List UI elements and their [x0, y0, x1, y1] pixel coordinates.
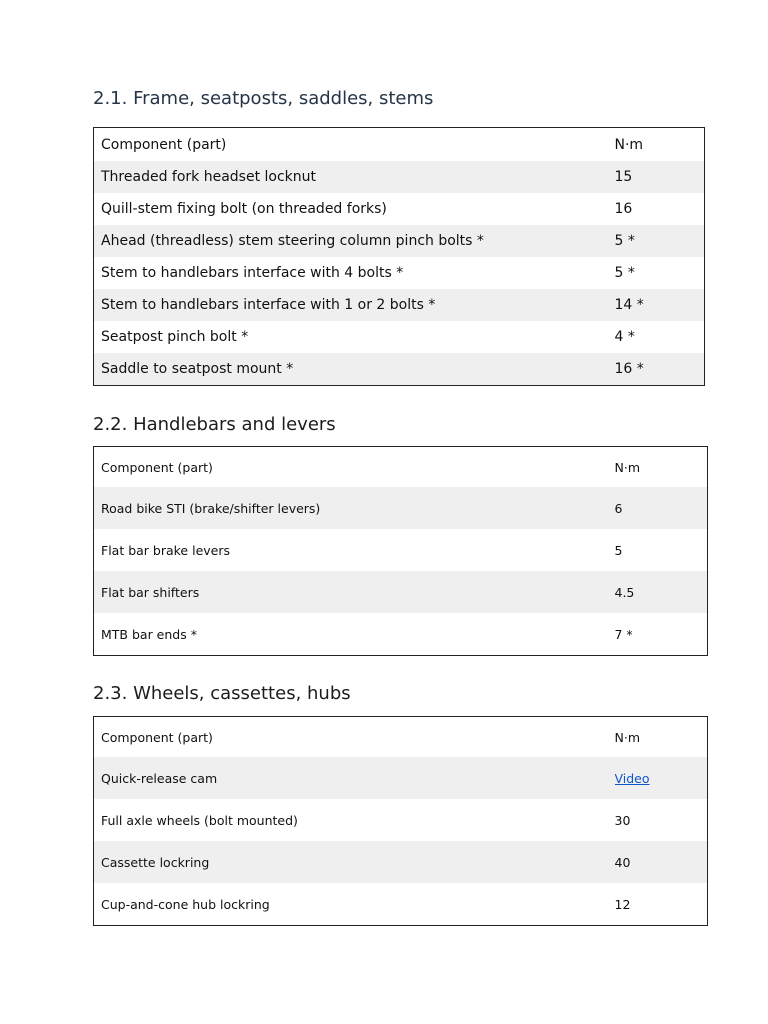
section-title-handlebars: 2.2. Handlebars and levers — [93, 414, 336, 435]
torque-value-cell: 30 — [614, 812, 631, 828]
torque-value-cell: 12 — [614, 896, 631, 912]
table-row — [94, 353, 705, 386]
table-row — [94, 289, 705, 321]
torque-table-frame — [93, 127, 705, 386]
column-header-component: Component (part) — [101, 459, 213, 475]
torque-table-handlebars — [93, 446, 708, 656]
column-header-torque: N·m — [614, 136, 644, 153]
column-header-component: Component (part) — [101, 136, 227, 153]
torque-value-cell: 7 * — [614, 626, 633, 642]
torque-value-cell: 5 * — [615, 225, 705, 257]
component-cell: Saddle to seatpost mount * — [94, 353, 615, 386]
table-row — [94, 883, 708, 926]
component-cell: Flat bar brake levers — [101, 542, 230, 558]
table-row — [94, 757, 708, 799]
torque-value-cell: 16 — [614, 201, 633, 217]
component-cell: Stem to handlebars interface with 1 or 2 bolts * — [94, 289, 615, 321]
torque-value-cell: 16 * — [615, 353, 705, 386]
section-title-frame: 2.1. Frame, seatposts, saddles, stems — [93, 88, 434, 109]
torque-value-cell — [615, 757, 708, 799]
table-row — [94, 225, 705, 257]
column-header-component: Component (part) — [101, 729, 213, 745]
table-header-row — [94, 447, 708, 488]
column-header-torque: N·m — [614, 459, 641, 475]
torque-value-cell: 5 — [614, 542, 623, 558]
table-row — [94, 841, 708, 883]
table-header-row — [94, 128, 705, 162]
component-cell: Stem to handlebars interface with 4 bolts * — [101, 265, 404, 281]
video-link[interactable]: Video — [614, 770, 650, 786]
component-cell: Road bike STI (brake/shifter levers) — [94, 487, 615, 529]
table-row — [94, 257, 705, 289]
component-cell: Full axle wheels (bolt mounted) — [101, 812, 298, 828]
component-cell: Cassette lockring — [94, 841, 615, 883]
table-row — [94, 799, 708, 841]
table-row — [94, 487, 708, 529]
torque-value-cell: 4 * — [614, 329, 635, 345]
table-row — [94, 193, 705, 225]
column-header-torque: N·m — [614, 729, 641, 745]
component-cell: Flat bar shifters — [94, 571, 615, 613]
table-header-row — [94, 717, 708, 758]
table-row — [94, 321, 705, 353]
table-row — [94, 571, 708, 613]
component-cell: Ahead (threadless) stem steering column pinch bolts * — [94, 225, 615, 257]
component-cell: MTB bar ends * — [101, 626, 197, 642]
torque-value-cell: 15 — [615, 161, 705, 193]
component-cell: Quill-stem fixing bolt (on threaded forks) — [101, 201, 387, 217]
torque-value-cell: 40 — [615, 841, 708, 883]
component-cell: Threaded fork headset locknut — [94, 161, 615, 193]
table-row — [94, 529, 708, 571]
torque-value-cell: 6 — [615, 487, 708, 529]
table-row — [94, 613, 708, 656]
component-cell: Cup-and-cone hub lockring — [101, 896, 270, 912]
table-row — [94, 161, 705, 193]
torque-table-wheels — [93, 716, 708, 926]
torque-value-cell: 4.5 — [615, 571, 708, 613]
torque-value-cell: 14 * — [615, 289, 705, 321]
section-title-wheels: 2.3. Wheels, cassettes, hubs — [93, 683, 351, 704]
component-cell: Quick-release cam — [94, 757, 615, 799]
torque-value-cell: 5 * — [614, 265, 635, 281]
component-cell: Seatpost pinch bolt * — [101, 329, 249, 345]
